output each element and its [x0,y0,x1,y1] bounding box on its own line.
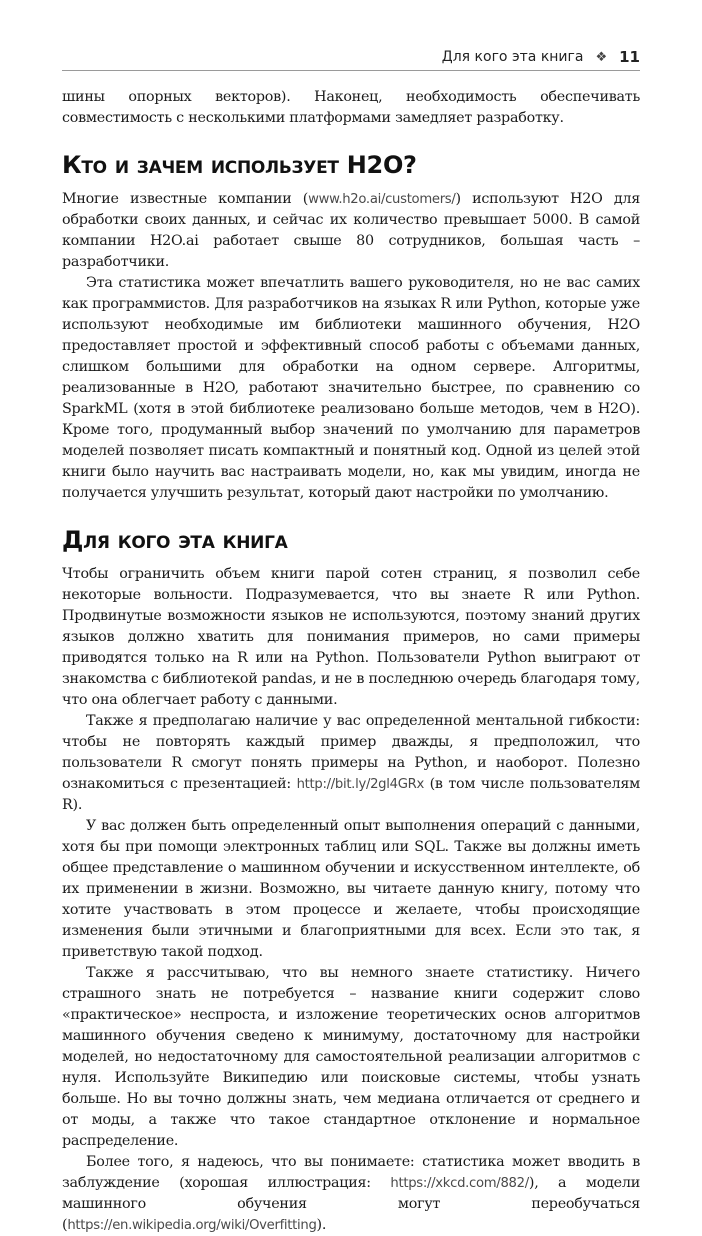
presentation-link[interactable]: http://bit.ly/2gl4GRx [296,777,424,792]
paragraph-text: ). [316,1217,327,1233]
paragraph-text: ) используют H2O для обработки своих данных, и сейчас их количество превышает 5000. В самой компании H2O.ai работает свыше 80 сотрудников, большая часть – разработчики. [62,191,640,270]
paragraph-text: Более того, я надеюсь, что вы понимаете: статистика может вводить в заблуждение (хорошая иллюстрация: [62,1154,640,1191]
paragraph-text: Многие известные компании ( [62,191,309,207]
section-heading-who-uses-h2o: Кто и зачем использует H2O? [62,151,417,179]
paragraph-flexibility [62,711,640,816]
paragraph-text: (в том числе пользователям R). [62,776,641,813]
page-number: 11 [619,48,640,66]
paragraph-text: Также я предполагаю наличие у вас определенной ментальной гибкости: чтобы не повторять каждый пример дважды, я предположил, что пользователи R смогут понять примеры на Python, и наоборот. Полезно ознакомиться с презентацией: [62,713,640,792]
xkcd-link[interactable]: https://xkcd.com/882/ [390,1176,529,1191]
paragraph-misleading [62,1152,640,1236]
paragraph-scope: Чтобы ограничить объем книги парой сотен страниц, я позволил себе некоторые вольности. Подразумевается, что вы знаете R или Python. Продвинутые возможности языков не используются, поэтому знаний других языков должно хватить для понимания примеров, но сами примеры приводятся только на R или на Python. Пользователи Python выиграют от знакомства с библиотекой pandas, и не в последнюю очередь благодаря тому, что она облегчает работу с данными. [62,566,640,708]
overfitting-link[interactable]: https://en.wikipedia.org/wiki/Overfitting [67,1218,317,1233]
paragraph-companies [62,189,640,273]
customers-link[interactable]: www.h2o.ai/customers/ [308,192,456,207]
running-header [62,46,640,68]
paragraph-experience: У вас должен быть определенный опыт выполнения операций с данными, хотя бы при помощи электронных таблиц или SQL. Также вы должны иметь общее представление о машинном обучении и искусственном интеллекте, об их применении в жизни. Возможно, вы читаете данную книгу, потому что хотите участвовать в этом процессе и желаете, чтобы происходящие изменения были этичными и благоприятными для всех. Если это так, я приветствую такой подход. [62,818,640,960]
running-title: Для кого эта книга [441,49,584,65]
ornament-icon: ❖ [595,49,608,65]
paragraph-statistics-knowledge: Также я рассчитываю, что вы немного знаете статистику. Ничего страшного знать не потребуется – название книги содержит слово «практическое» неспроста, и изложение теоретических основ алгоритмов машинного обучения сведено к минимуму, достаточному для настройки моделей, но недостаточному для самостоятельной реализации алгоритмов с нуля. Используйте Википедию или поисковые системы, чтобы узнать больше. Но вы точно должны знать, чем медиана отличается от среднего и от моды, а также что такое стандартное отклонение и нормальное распределение. [62,965,640,1149]
paragraph-text: ), а модели машинного обучения могут переобучаться ( [62,1175,640,1233]
header-rule [62,70,640,71]
page-body [62,87,640,1236]
section-heading-audience: Для кого эта книга [62,526,288,554]
paragraph-statistics: Эта статистика может впечатлить вашего руководителя, но не вас самих как программистов. Для разработчиков на языках R или Python, которые уже используют необходимые им библиотеки машинного обучения, H2O предоставляет простой и эффективный способ работы с объемами данных, слишком большими для обработки на одном сервере. Алгоритмы, реализованные в H2O, работают значительно быстрее, по сравнению со SparkML (хотя в этой библиотеке реализовано больше методов, чем в H2O). Кроме того, продуманный выбор значений по умолчанию для параметров моделей позволяет писать компактный и понятный код. Одной из целей этой книги было научить вас настраивать модели, но, как мы увидим, иногда не получается улучшить результат, который дают настройки по умолчанию. [62,275,640,501]
paragraph-continued: шины опорных векторов). Наконец, необходимость обеспечивать совместимость с несколькими платформами замедляет разработку. [62,89,640,126]
